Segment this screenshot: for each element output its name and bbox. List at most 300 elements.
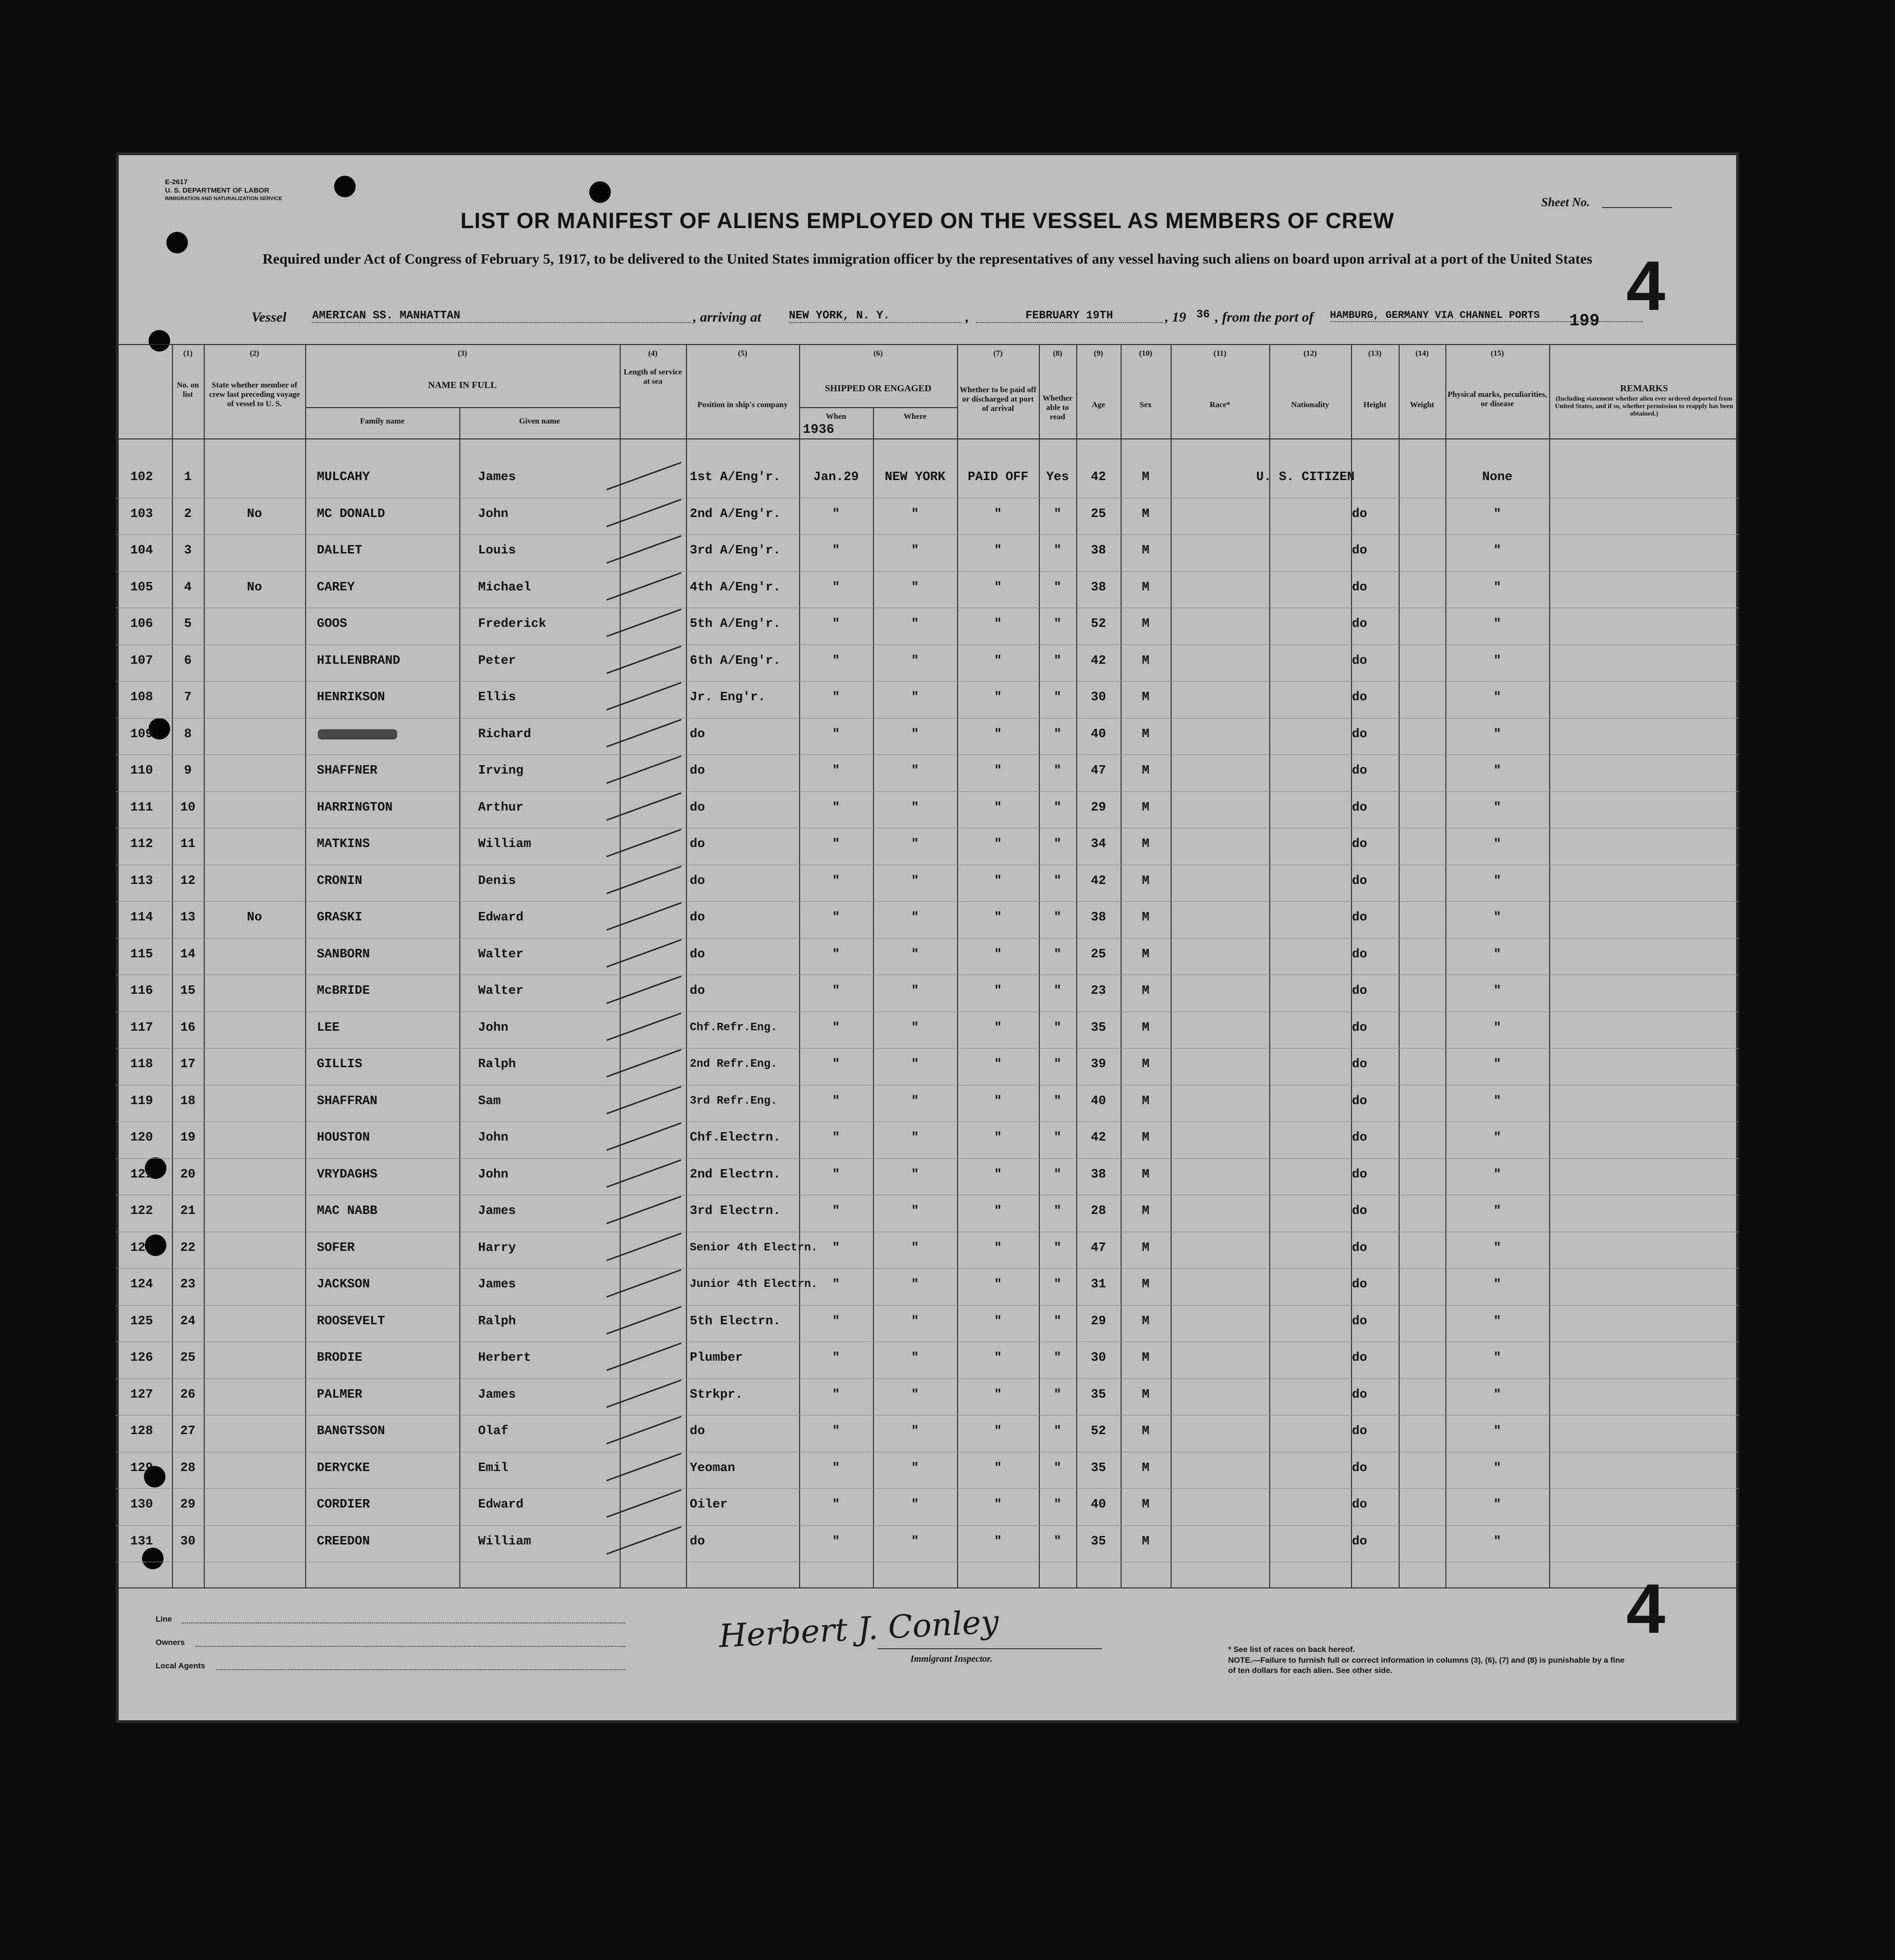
row-list-number: 3 (184, 544, 192, 558)
row-shipped-when: " (832, 1020, 840, 1035)
col-head-prev-voyage: State whether member of crew last preceding voyage of vessel to U. S. (209, 381, 300, 408)
row-line-number: 105 (130, 580, 153, 595)
row-shipped-where: " (911, 580, 919, 595)
row-list-number: 21 (180, 1204, 196, 1218)
row-shipped-when: " (832, 1351, 840, 1365)
local-agents-label: Local Agents (156, 1661, 206, 1670)
row-able-read: " (1053, 1204, 1062, 1218)
row-rule (116, 1305, 1739, 1306)
row-sex: M (1142, 1387, 1150, 1402)
row-paid-off: " (994, 1167, 1002, 1182)
row-able-read: " (1053, 837, 1062, 851)
row-able-read: " (1053, 653, 1062, 668)
row-physical-marks: " (1493, 617, 1502, 631)
row-given-name: William (478, 1534, 531, 1549)
row-age: 35 (1091, 1020, 1106, 1035)
row-line-number: 114 (130, 911, 153, 925)
col-head-weight: Weight (1410, 400, 1434, 409)
row-given-name: Sam (478, 1094, 501, 1108)
row-shipped-where: " (911, 1534, 919, 1549)
row-sex: M (1142, 1278, 1150, 1292)
col-num: (11) (1213, 349, 1227, 358)
col-head-height: Height (1363, 400, 1387, 409)
row-paid-off: " (994, 653, 1002, 668)
row-sex: M (1142, 690, 1150, 704)
row-physical-marks: " (1493, 690, 1502, 704)
row-family-name: JACKSON (317, 1278, 370, 1292)
row-position: Senior 4th Electrn. (690, 1241, 818, 1254)
row-able-read: " (1053, 911, 1062, 925)
row-age: 35 (1091, 1387, 1106, 1402)
row-given-name: Peter (478, 653, 516, 668)
table-header-border (116, 438, 1739, 439)
row-rule (116, 1268, 1739, 1269)
vessel-name: AMERICAN SS. MANHATTAN (312, 309, 691, 323)
row-shipped-when: " (832, 874, 840, 888)
row-age: 34 (1091, 837, 1106, 851)
row-list-number: 15 (180, 984, 196, 998)
row-position: 2nd Electrn. (690, 1167, 781, 1182)
row-family-name: HARRINGTON (317, 800, 393, 815)
row-sex: M (1142, 1167, 1150, 1182)
row-shipped-when: " (832, 911, 840, 925)
row-nationality: do (1352, 1387, 1367, 1402)
row-physical-marks: " (1493, 580, 1502, 595)
row-physical-marks: " (1493, 764, 1502, 778)
row-position: do (690, 874, 705, 888)
row-family-name: ROOSEVELT (317, 1314, 385, 1328)
row-list-number: 2 (184, 507, 192, 521)
row-list-number: 8 (184, 727, 192, 741)
row-shipped-when: " (832, 984, 840, 998)
row-sex: M (1142, 580, 1150, 595)
row-shipped-when: " (832, 1278, 840, 1292)
row-list-number: 22 (180, 1241, 196, 1255)
row-nationality: do (1352, 1131, 1367, 1145)
row-rule (116, 1378, 1739, 1379)
row-sex: M (1142, 984, 1150, 998)
row-list-number: 9 (184, 764, 192, 778)
row-given-name: Denis (478, 874, 516, 888)
arrival-date: FEBRUARY 19TH (976, 309, 1163, 323)
row-shipped-where: " (911, 800, 919, 815)
row-list-number: 11 (180, 837, 196, 851)
row-physical-marks: " (1493, 1020, 1502, 1035)
row-family-name: DERYCKE (317, 1461, 370, 1475)
arriving-label: , arriving at (693, 309, 761, 325)
row-sex: M (1142, 653, 1150, 668)
row-shipped-when: " (832, 1057, 840, 1071)
row-age: 25 (1091, 507, 1106, 521)
row-nationality: do (1352, 800, 1367, 815)
row-shipped-where: " (911, 947, 919, 962)
inspector-label: Immigrant Inspector. (910, 1654, 993, 1664)
row-list-number: 10 (180, 800, 196, 815)
form-title: LIST OR MANIFEST OF ALIENS EMPLOYED ON THE VESSEL AS MEMBERS OF CREW (460, 208, 1394, 233)
vessel-label: Vessel (251, 309, 286, 325)
year-suffix: 36 (1196, 309, 1210, 321)
footnote-races: * See list of races on back hereof. (1228, 1645, 1355, 1654)
row-line-number: 112 (130, 837, 153, 851)
row-able-read: " (1053, 1131, 1062, 1145)
row-given-name: James (478, 1387, 516, 1402)
row-sex: M (1142, 764, 1150, 778)
row-shipped-where: " (911, 1204, 919, 1218)
row-shipped-when: " (832, 580, 840, 595)
row-physical-marks: " (1493, 984, 1502, 998)
row-line-number: 129 (130, 1461, 153, 1475)
row-shipped-when: " (832, 653, 840, 668)
col-num: (8) (1053, 349, 1062, 358)
row-physical-marks: " (1493, 1278, 1502, 1292)
row-family-name: SHAFFNER (317, 764, 378, 778)
form-number: E-2617 (165, 178, 188, 186)
row-line-number: 102 (130, 470, 153, 484)
row-age: 29 (1091, 1314, 1106, 1328)
col-num: (6) (873, 349, 883, 358)
row-age: 42 (1091, 470, 1106, 484)
row-shipped-when: " (832, 1314, 840, 1328)
row-shipped-where: " (911, 984, 919, 998)
row-family-name: MULCAHY (317, 470, 370, 484)
punch-hole (149, 330, 170, 352)
row-paid-off: " (994, 507, 1002, 521)
row-paid-off: " (994, 874, 1002, 888)
row-sex: M (1142, 1534, 1150, 1549)
row-age: 35 (1091, 1461, 1106, 1475)
row-physical-marks: " (1493, 1094, 1502, 1108)
row-paid-off: " (994, 1131, 1002, 1145)
row-age: 35 (1091, 1534, 1106, 1549)
row-given-name: James (478, 1278, 516, 1292)
manifest-sheet (116, 152, 1739, 1723)
row-position: 5th Electrn. (690, 1314, 781, 1328)
row-list-number: 29 (180, 1498, 196, 1512)
row-physical-marks: " (1493, 653, 1502, 668)
row-list-number: 14 (180, 947, 196, 962)
row-previous-voyage: No (247, 507, 262, 521)
row-line-number: 117 (130, 1020, 153, 1035)
row-family-name: SOFER (317, 1241, 355, 1255)
col-head-family-name: Family name (360, 416, 405, 425)
row-sex: M (1142, 727, 1150, 741)
row-nationality: U. S. CITIZEN (1256, 470, 1355, 484)
row-rule (116, 901, 1739, 902)
col-head-no: No. on list (177, 381, 199, 399)
col-head-when: When (826, 412, 846, 421)
row-line-number: 127 (130, 1387, 153, 1402)
col-head-name: NAME IN FULL (428, 380, 497, 390)
row-family-name: DALLET (317, 544, 363, 558)
column-divider (1171, 344, 1172, 1587)
row-shipped-where: " (911, 1094, 919, 1108)
row-given-name: John (478, 1020, 508, 1035)
row-sex: M (1142, 1461, 1150, 1475)
row-position: Chf.Electrn. (690, 1131, 781, 1145)
row-paid-off: " (994, 1204, 1002, 1218)
row-line-number: 108 (130, 690, 153, 704)
row-shipped-when: " (832, 1498, 840, 1512)
row-nationality: do (1352, 1278, 1367, 1292)
table-bottom-border (116, 1587, 1739, 1588)
row-line-number: 130 (130, 1498, 153, 1512)
row-paid-off: " (994, 1387, 1002, 1402)
row-physical-marks: " (1493, 1314, 1502, 1328)
row-position: do (690, 837, 705, 851)
row-nationality: do (1352, 1314, 1367, 1328)
row-able-read: " (1053, 874, 1062, 888)
row-able-read: " (1053, 544, 1062, 558)
row-shipped-where: " (911, 544, 919, 558)
row-position: do (690, 984, 705, 998)
col-num: (12) (1303, 349, 1317, 358)
row-shipped-when: Jan.29 (813, 470, 859, 484)
row-shipped-where: " (911, 507, 919, 521)
row-shipped-where: " (911, 1498, 919, 1512)
row-shipped-where: " (911, 1167, 919, 1182)
row-line-number: 113 (130, 874, 153, 888)
row-position: 2nd Refr.Eng. (690, 1058, 778, 1070)
punch-hole (142, 1548, 164, 1569)
row-nationality: do (1352, 1351, 1367, 1365)
row-physical-marks: " (1493, 911, 1502, 925)
row-shipped-when: " (832, 1204, 840, 1218)
row-sex: M (1142, 947, 1150, 962)
row-able-read: " (1053, 1387, 1062, 1402)
row-age: 47 (1091, 764, 1106, 778)
row-shipped-when: " (832, 1461, 840, 1475)
row-shipped-where: " (911, 653, 919, 668)
row-age: 39 (1091, 1057, 1106, 1071)
row-shipped-when: " (832, 727, 840, 741)
row-list-number: 1 (184, 470, 192, 484)
row-position: do (690, 1534, 705, 1549)
row-age: 25 (1091, 947, 1106, 962)
row-paid-off: " (994, 837, 1002, 851)
row-family-name: GOOS (317, 617, 347, 631)
row-position: Chf.Refr.Eng. (690, 1021, 778, 1034)
row-paid-off: " (994, 544, 1002, 558)
row-sex: M (1142, 911, 1150, 925)
row-paid-off: " (994, 690, 1002, 704)
row-shipped-where: " (911, 1314, 919, 1328)
punch-hole (334, 176, 356, 197)
row-family-name: BRODIE (317, 1351, 363, 1365)
row-line-number: 121 (130, 1167, 153, 1182)
row-given-name: James (478, 470, 516, 484)
row-shipped-where: " (911, 1020, 919, 1035)
row-sex: M (1142, 837, 1150, 851)
row-shipped-when: " (832, 544, 840, 558)
row-age: 31 (1091, 1278, 1106, 1292)
col-head-position: Position in ship's company (697, 400, 788, 409)
row-shipped-where: " (911, 1057, 919, 1071)
row-physical-marks: " (1493, 1204, 1502, 1218)
row-given-name: James (478, 1204, 516, 1218)
row-position: Plumber (690, 1351, 743, 1365)
row-family-name: MATKINS (317, 837, 370, 851)
row-able-read: " (1053, 947, 1062, 962)
row-nationality: do (1352, 544, 1367, 558)
row-shipped-when: " (832, 617, 840, 631)
row-line-number: 126 (130, 1351, 153, 1365)
row-sex: M (1142, 1424, 1150, 1438)
row-list-number: 27 (180, 1424, 196, 1438)
row-physical-marks: " (1493, 874, 1502, 888)
row-given-name: Louis (478, 544, 516, 558)
col-head-paid-off: Whether to be paid off or discharged at port of arrival (959, 385, 1037, 413)
row-given-name: Ralph (478, 1314, 516, 1328)
row-nationality: do (1352, 874, 1367, 888)
row-physical-marks: " (1493, 507, 1502, 521)
row-sex: M (1142, 507, 1150, 521)
col-head-remarks-note: (Including statement whether alien ever ordered deported from United States, and if so, whether permission to reapply has been obtained.) (1555, 395, 1733, 417)
row-sex: M (1142, 1351, 1150, 1365)
row-nationality: do (1352, 911, 1367, 925)
row-given-name: Walter (478, 984, 524, 998)
row-able-read: " (1053, 764, 1062, 778)
col-num: (13) (1368, 349, 1382, 358)
row-shipped-when: " (832, 690, 840, 704)
row-able-read: " (1053, 984, 1062, 998)
row-list-number: 20 (180, 1167, 196, 1182)
row-position: do (690, 764, 705, 778)
row-physical-marks: " (1493, 1167, 1502, 1182)
col-num: (4) (648, 349, 658, 358)
col-head-age: Age (1092, 400, 1105, 409)
row-given-name: Irving (478, 764, 524, 778)
row-able-read: " (1053, 727, 1062, 741)
row-given-name: Herbert (478, 1351, 531, 1365)
row-sex: M (1142, 1314, 1150, 1328)
row-list-number: 26 (180, 1387, 196, 1402)
row-paid-off: " (994, 727, 1002, 741)
row-nationality: do (1352, 653, 1367, 668)
row-paid-off: " (994, 1241, 1002, 1255)
row-shipped-where: " (911, 1278, 919, 1292)
row-line-number: 120 (130, 1131, 153, 1145)
row-shipped-where: " (911, 1387, 919, 1402)
row-nationality: do (1352, 727, 1367, 741)
row-family-name: HENRIKSON (317, 690, 385, 704)
row-age: 42 (1091, 874, 1106, 888)
row-given-name: Emil (478, 1461, 508, 1475)
row-age: 38 (1091, 911, 1106, 925)
row-shipped-when: " (832, 1424, 840, 1438)
row-family-name: PALMER (317, 1387, 363, 1402)
row-family-name: CRONIN (317, 874, 363, 888)
row-able-read: " (1053, 1020, 1062, 1035)
row-nationality: do (1352, 1461, 1367, 1475)
row-age: 30 (1091, 1351, 1106, 1365)
signature-line (878, 1648, 1102, 1649)
row-shipped-where: " (911, 837, 919, 851)
row-given-name: Ralph (478, 1057, 516, 1071)
row-family-name: HOUSTON (317, 1131, 370, 1145)
row-age: 38 (1091, 544, 1106, 558)
row-given-name: Olaf (478, 1424, 508, 1438)
row-position: 3rd Electrn. (690, 1204, 781, 1218)
row-line-number: 128 (130, 1424, 153, 1438)
row-list-number: 7 (184, 690, 192, 704)
row-position: Junior 4th Electrn. (690, 1278, 818, 1291)
col-head-sex: Sex (1139, 400, 1152, 409)
row-line-number: 124 (130, 1278, 153, 1292)
row-sex: M (1142, 1498, 1150, 1512)
row-list-number: 25 (180, 1351, 196, 1365)
col-num: (5) (738, 349, 747, 358)
row-shipped-when: " (832, 800, 840, 815)
row-nationality: do (1352, 580, 1367, 595)
row-nationality: do (1352, 947, 1367, 962)
row-position: Jr. Eng'r. (690, 690, 766, 704)
row-line-number: 115 (130, 947, 153, 962)
inspector-signature: Herbert J. Conley (718, 1603, 1000, 1655)
row-given-name: Frederick (478, 617, 546, 631)
row-physical-marks: " (1493, 1387, 1502, 1402)
row-age: 40 (1091, 1498, 1106, 1512)
col-num: (3) (458, 349, 467, 358)
row-nationality: do (1352, 1094, 1367, 1108)
row-line-number: 104 (130, 544, 153, 558)
local-agents-field (216, 1669, 625, 1670)
row-given-name: Walter (478, 947, 524, 962)
row-paid-off: " (994, 1351, 1002, 1365)
row-sex: M (1142, 1094, 1150, 1108)
from-port-label: , from the port of (1215, 309, 1314, 325)
col-num: (2) (250, 349, 259, 358)
row-physical-marks: None (1482, 470, 1513, 484)
row-paid-off: PAID OFF (967, 470, 1029, 484)
punch-hole (589, 181, 611, 203)
col-head-remarks: REMARKS (1620, 383, 1668, 394)
row-physical-marks: " (1493, 727, 1502, 741)
row-line-number: 131 (130, 1534, 153, 1549)
row-position: 2nd A/Eng'r. (690, 507, 781, 521)
row-family-name: CAREY (317, 580, 355, 595)
row-physical-marks: " (1493, 1131, 1502, 1145)
col-head-shipped: SHIPPED OR ENGAGED (825, 383, 931, 394)
row-physical-marks: " (1493, 1498, 1502, 1512)
row-able-read: " (1053, 617, 1062, 631)
row-nationality: do (1352, 837, 1367, 851)
row-paid-off: " (994, 764, 1002, 778)
row-nationality: do (1352, 1057, 1367, 1071)
row-physical-marks: " (1493, 1351, 1502, 1365)
row-list-number: 4 (184, 580, 192, 595)
col-num: (14) (1415, 349, 1429, 358)
row-given-name: John (478, 507, 508, 521)
row-shipped-where: " (911, 874, 919, 888)
row-family-name: BANGTSSON (317, 1424, 385, 1438)
row-nationality: do (1352, 617, 1367, 631)
row-position: Strkpr. (690, 1387, 743, 1402)
row-shipped-when: " (832, 947, 840, 962)
row-shipped-where: NEW YORK (885, 470, 945, 484)
row-physical-marks: " (1493, 1424, 1502, 1438)
row-shipped-when: " (832, 837, 840, 851)
row-given-name: Richard (478, 727, 531, 741)
row-line-number: 111 (130, 800, 153, 815)
sheet-big-number-bottom: 4 (1626, 1569, 1666, 1648)
row-able-read: " (1053, 1534, 1062, 1549)
row-nationality: do (1352, 1424, 1367, 1438)
row-rule (116, 754, 1739, 755)
row-list-number: 13 (180, 911, 196, 925)
row-shipped-when: " (832, 1534, 840, 1549)
row-line-number: 107 (130, 653, 153, 668)
row-rule (116, 791, 1739, 792)
